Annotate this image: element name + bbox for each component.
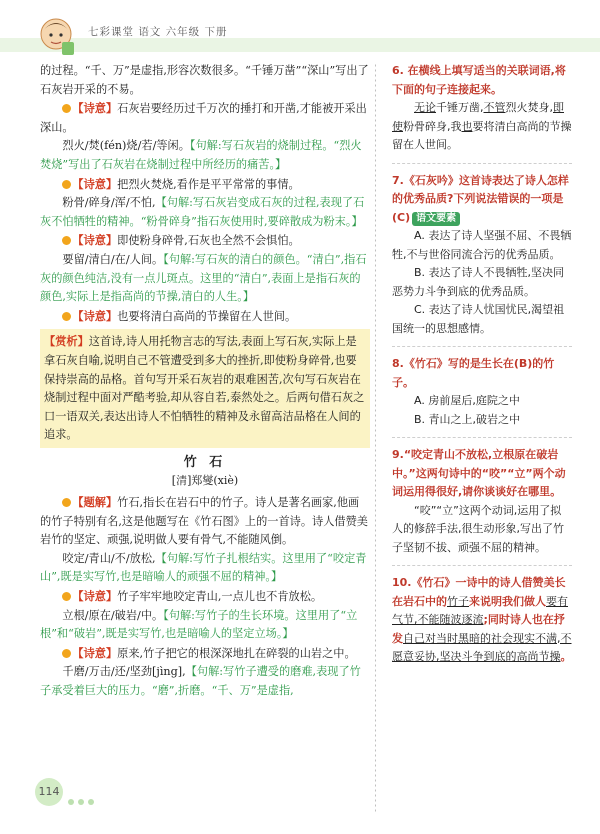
header-title: 七彩课堂 语文 六年级 下册 <box>88 26 228 38</box>
decorative-dots <box>68 790 98 798</box>
dot <box>88 799 94 805</box>
question-8: 8.《竹石》写的是生长在(B)的竹子。 <box>392 357 555 389</box>
poem-line: 烈火/焚(fén)烧/若/等闲。【句解:写石灰岩的烧制过程。“烈火焚烧”写出了石灰岩在烧制过程中所经历的痛苦。】 <box>40 139 362 171</box>
poetic-meaning: 【诗意】把烈火焚烧,看作是平平常常的事情。 <box>40 175 370 195</box>
header-band <box>0 38 600 52</box>
bulb-icon <box>62 104 71 113</box>
answer-6: 无论千锤万凿,不管烈火焚身,即使粉骨碎身,我也要将清白高尚的节操留在人世间。 <box>392 101 572 151</box>
poem-line: 千磨/万击/还/坚劲[jìng],【句解:写竹子遭受的磨难,表现了竹子承受着巨大的压力。“磨”,折磨。“千、万”是虚指, <box>40 665 361 697</box>
question-7: 7.《石灰吟》这首诗表达了诗人怎样的优秀品质?下列说法错误的一项是(C) 语文要素 <box>392 173 569 224</box>
left-column <box>40 62 370 701</box>
text-paragraph: 的过程。“千、万”是虚指,形容次数很多。“千锤万凿”“深山”写出了石灰岩开采的不易。 <box>40 64 369 96</box>
option-a: A. 表达了诗人坚强不屈、不畏牺牲,不与世俗同流合污的优秀品质。 <box>392 229 572 261</box>
poem-line: 粉骨/碎身/浑/不怕,【句解:写石灰岩变成石灰的过程,表现了石灰不怕牺牲的精神。“粉骨碎身”指石灰使用时,要碎散成为粉末。】 <box>40 196 365 228</box>
skill-badge: 语文要素 <box>412 212 460 226</box>
dot <box>68 799 74 805</box>
poem-title: 竹 石 <box>183 454 227 470</box>
poem-line: 咬定/青山/不/放松,【句解:写竹子扎根结实。这里用了“咬定青山”,既是实写竹,也是暗喻人的顽强不屈的精神。】 <box>40 551 367 584</box>
column-divider <box>370 62 380 812</box>
question-10: 10.《竹石》一诗中的诗人借赞美长在岩石中的竹子来说明我们做人要有气节,不能随波逐流;同时诗人也在抒发自己对当时黑暗的社会现实不满,不愿意妥协,坚决斗争到底的高尚节操。 <box>392 576 572 663</box>
bulb-icon <box>62 498 71 507</box>
answer-9: “咬”“立”这两个动词,运用了拟人的修辞手法,很生动形象,写出了竹子坚韧不拔、顽强不屈的精神。 <box>392 503 564 554</box>
page-header <box>0 0 600 62</box>
right-column <box>392 62 572 667</box>
bulb-icon <box>62 592 71 601</box>
dot <box>78 799 84 805</box>
bulb-icon <box>62 649 71 658</box>
page-number: 114 <box>35 778 63 806</box>
option-c: C. 表达了诗人忧国忧民,渴望祖国统一的思想感情。 <box>392 303 565 335</box>
poem-line: 立根/原在/破岩/中。【句解:写竹子的生长环境。这里用了“立根”和“破岩”,既是实写竹,也是暗喻人的坚定立场。】 <box>40 608 358 641</box>
separator <box>392 437 572 438</box>
separator <box>392 163 572 164</box>
poetic-meaning: 【诗意】竹子牢牢地咬定青山,一点儿也不肯放松。 <box>40 587 370 607</box>
appreciation-box: 【赏析】这首诗,诗人用托物言志的写法,表面上写石灰,实际上是拿石灰自喻,说明自己不管遭受到多大的挫折,即使粉身碎骨,也要保持崇高的品格。首句写开采石灰岩的艰难困苦,次句写石灰岩在烧制过程中面对严酷考验,却从容自若,泰然处之。后两句借石灰之口一语双关,表达出诗人不怕牺牲的精神及永留高洁品格在人间的追求。 <box>40 329 370 448</box>
separator <box>392 565 572 566</box>
mascot-icon <box>36 14 76 56</box>
question-6: 6. 在横线上填写适当的关联词语,将下面的句子连接起来。 <box>392 64 566 96</box>
bulb-icon <box>62 312 71 321</box>
poetic-meaning: 【诗意】也要将清白高尚的节操留在人世间。 <box>40 307 370 327</box>
option-a: A. 房前屋后,庭院之中 <box>414 394 520 407</box>
poem-line: 要留/清白/在/人间。【句解:写石灰的清白的颜色。“清白”,指石灰的颜色纯洁,没有一点儿斑点。这里的“清白”,表面上是指石灰的颜色,实际上是指高尚的节操,清白的人生。】 <box>40 252 367 304</box>
question-9: 9.“咬定青山不放松,立根原在破岩中。”这两句诗中的“咬”“立”两个动词运用得很好,请你谈谈好在哪里。 <box>392 448 566 498</box>
bulb-icon <box>62 180 71 189</box>
poem-author: [清]郑燮(xiè) <box>171 474 239 488</box>
poetic-meaning: 【诗意】即使粉身碎骨,石灰也全然不会惧怕。 <box>40 231 370 251</box>
title-explanation: 【题解】竹石,指长在岩石中的竹子。诗人是著名画家,他画的竹子特别有名,这是他题写在《竹石图》上的一首诗。诗人借赞美岩竹的坚定、顽强,说明做人要有骨气,不能随风倒。 <box>40 495 368 547</box>
option-b: B. 青山之上,破岩之中 <box>414 412 521 426</box>
poetic-meaning: 【诗意】石灰岩要经历过千万次的捶打和开凿,才能被开采出深山。 <box>40 101 367 134</box>
option-b: B. 表达了诗人不畏牺牲,坚决同恶势力斗争到底的优秀品质。 <box>392 266 565 298</box>
separator <box>392 346 572 347</box>
bulb-icon <box>62 236 71 245</box>
poetic-meaning: 【诗意】原来,竹子把它的根深深地扎在碎裂的山岩之中。 <box>40 644 370 664</box>
